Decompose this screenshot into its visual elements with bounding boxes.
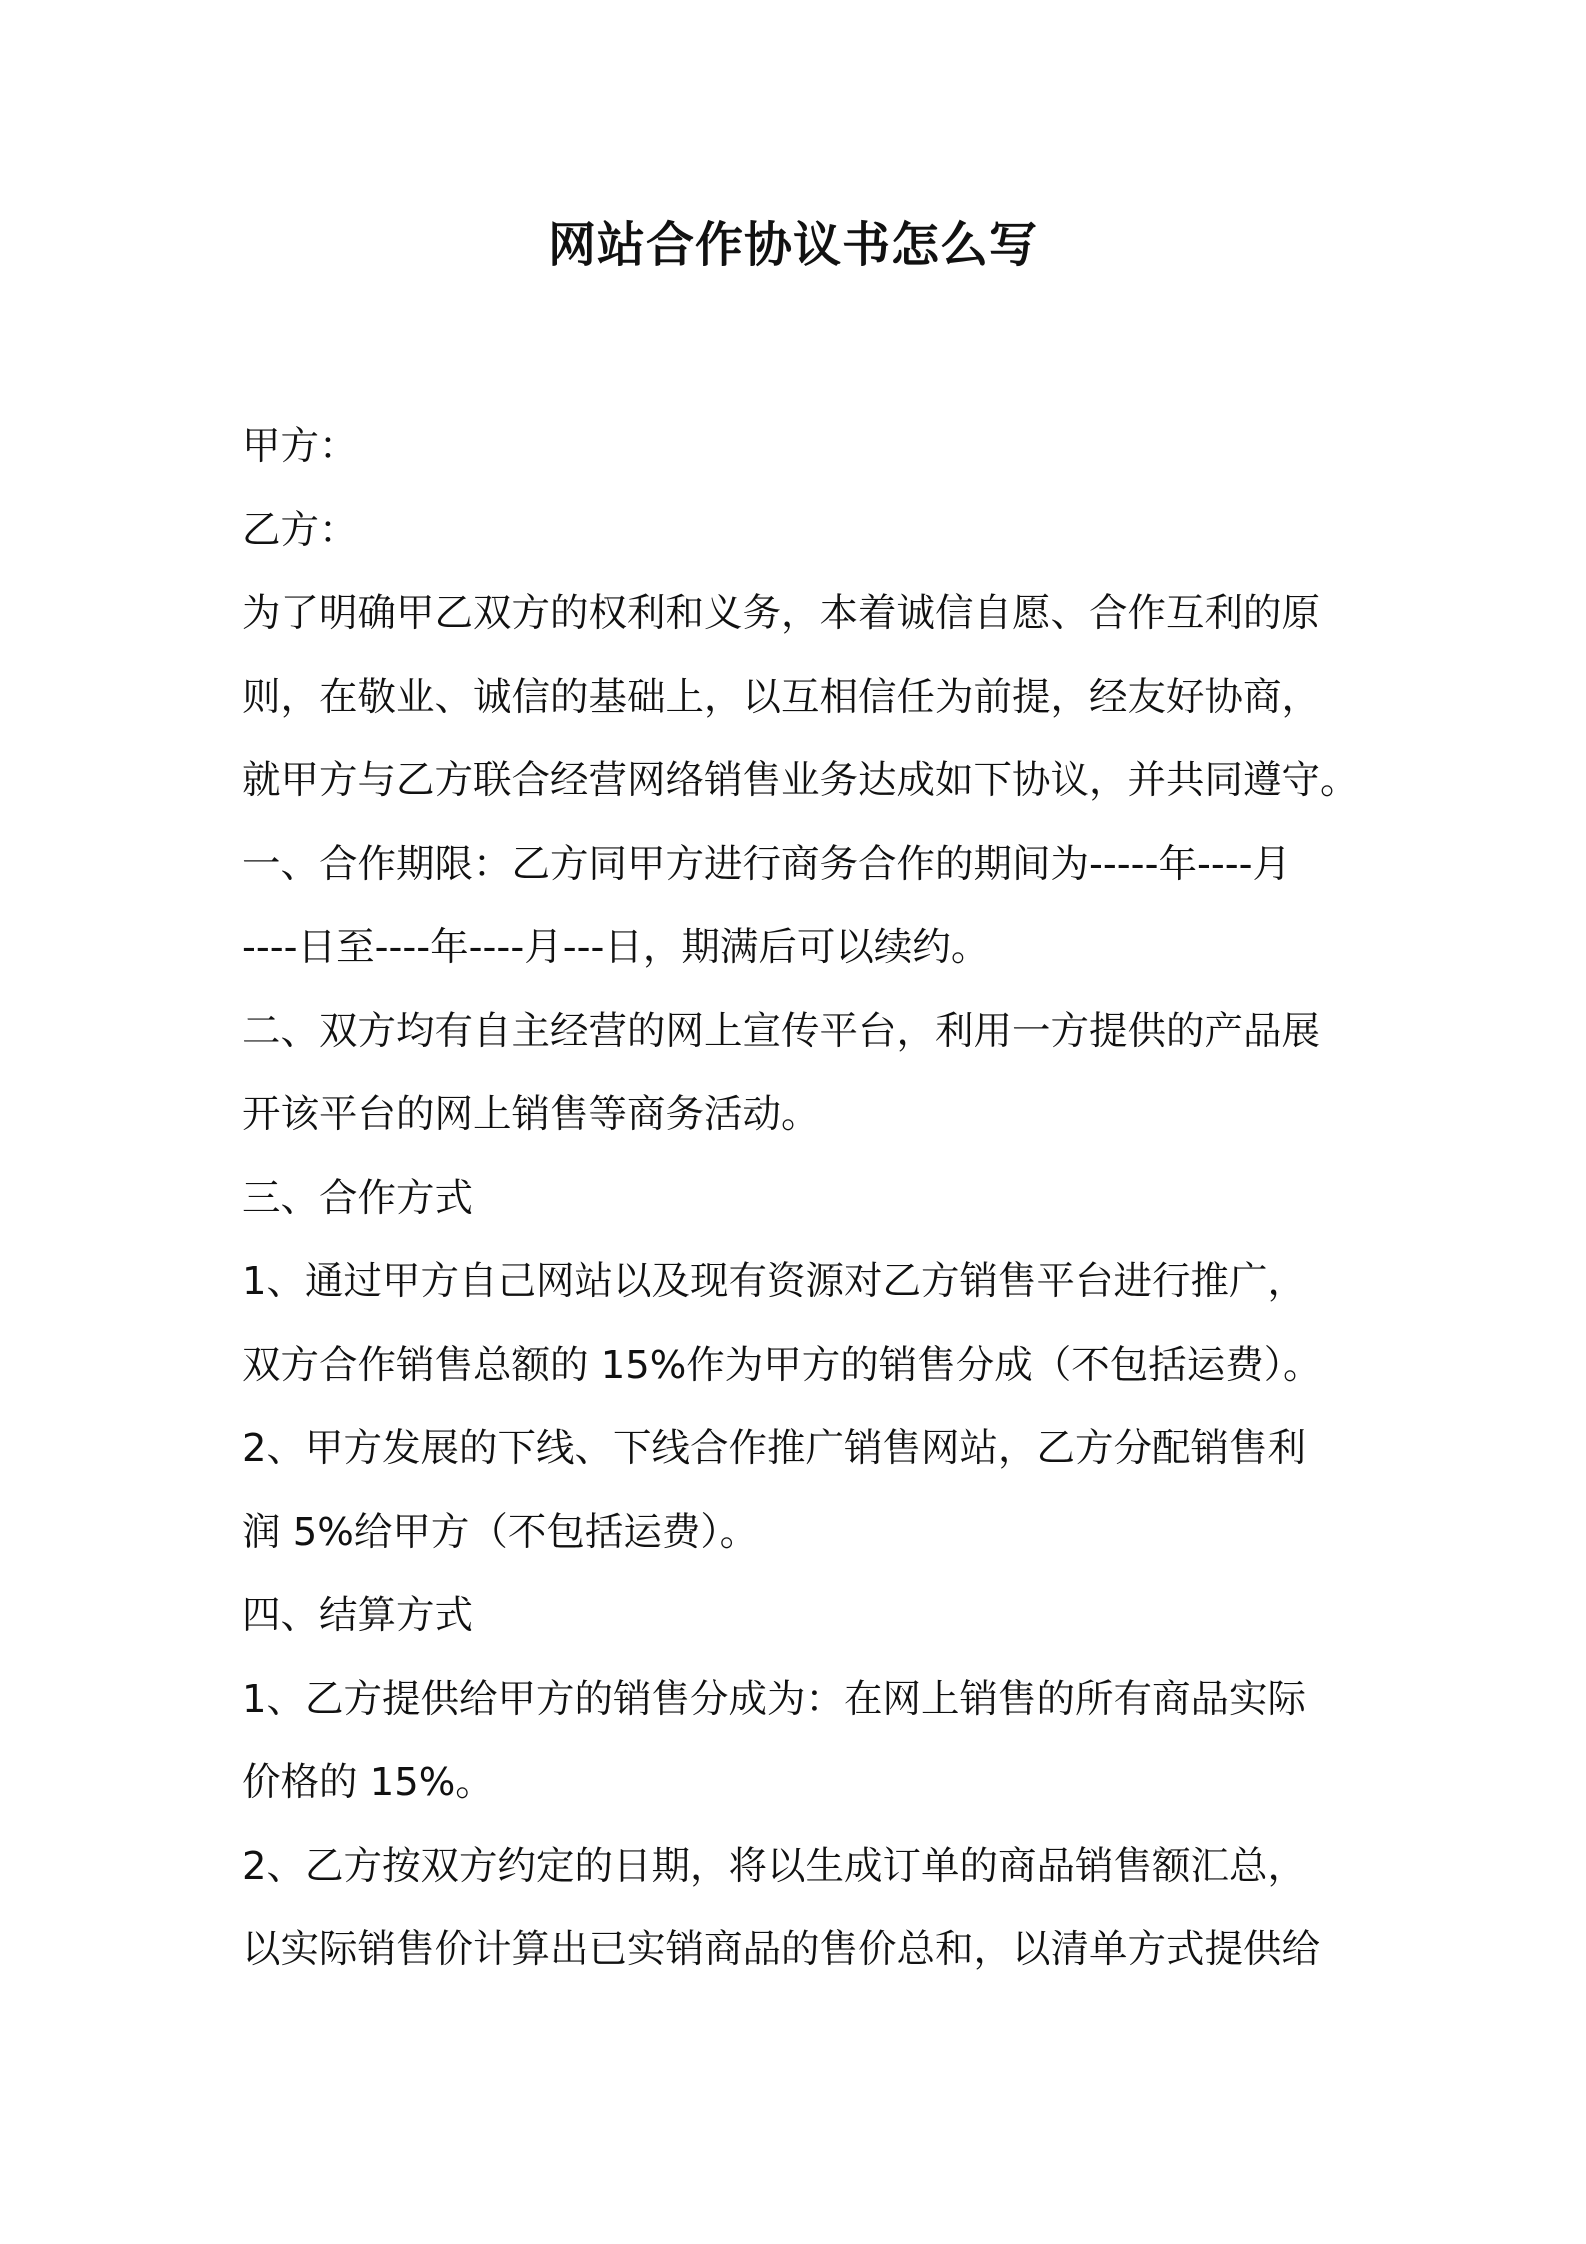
document-body [242,405,1372,1992]
cooperation-item-1-line: 1、通过甲方自己网站以及现有资源对乙方销售平台进行推广， [242,1259,1306,1304]
cooperation-item-1-line: 双方合作销售总额的 15%作为甲方的销售分成（不包括运费）。 [242,1342,1322,1388]
section-heading: 四、结算方式 [242,1593,474,1638]
clause-2-line: 二、双方均有自主经营的网上宣传平台，利用一方提供的产品展 [242,1008,1321,1054]
section-heading: 三、合作方式 [242,1175,474,1221]
preamble-line: 为了明确甲乙双方的权利和义务，本着诚信自愿、合作互利的原 [242,591,1321,636]
clause-1-line: 一、合作期限：乙方同甲方进行商务合作的期间为-----年----月 [242,841,1292,887]
party-a-line: 甲方： [242,424,358,469]
clause-1-line: ----日至----年----月---日，期满后可以续约。 [242,925,990,970]
preamble-line: 就甲方与乙方联合经营网络销售业务达成如下协议，并共同遵守。 [242,758,1359,803]
settlement-item-2-line: 以实际销售价计算出已实销商品的售价总和，以清单方式提供给 [242,1927,1321,1972]
settlement-item-1-line: 1、乙方提供给甲方的销售分成为：在网上销售的所有商品实际 [242,1676,1306,1722]
clause-2-line: 开该平台的网上销售等商务活动。 [242,1092,820,1137]
cooperation-item-2-line: 2、甲方发展的下线、下线合作推广销售网站，乙方分配销售利 [242,1426,1306,1471]
document-title: 网站合作协议书怎么写 [547,217,1038,273]
settlement-item-2-line: 2、乙方按双方约定的日期，将以生成订单的商品销售额汇总， [242,1843,1306,1889]
cooperation-item-2-line: 润 5%给甲方（不包括运费）。 [242,1509,759,1555]
preamble-line: 则，在敬业、诚信的基础上，以互相信任为前提，经友好协商， [242,674,1321,720]
party-b-line: 乙方： [242,507,358,553]
settlement-item-1-line: 价格的 15%。 [242,1760,494,1805]
